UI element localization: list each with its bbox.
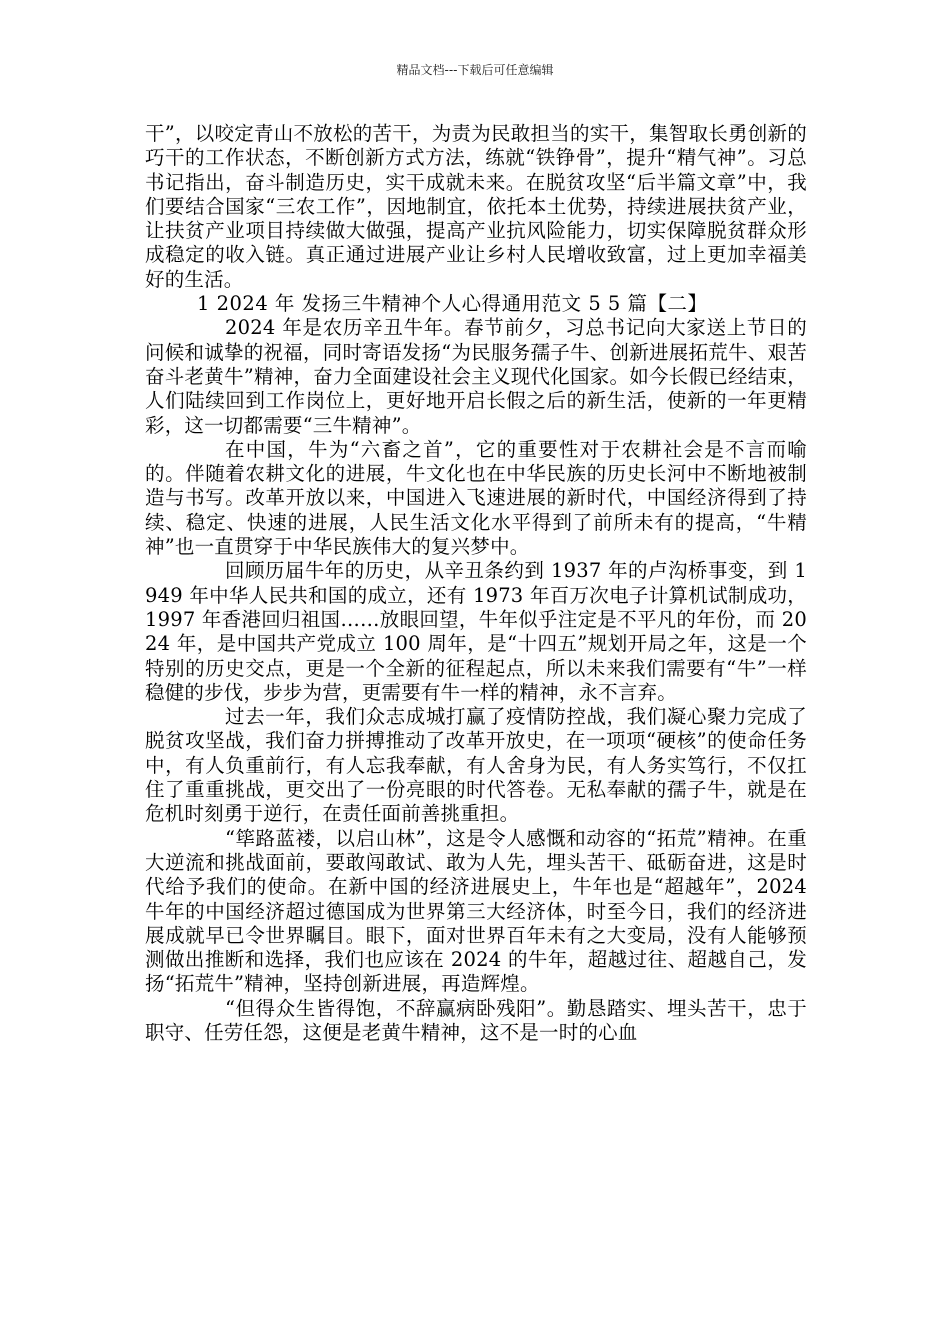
paragraph-3: 回顾历届牛年的历史，从辛丑条约到 1937 年的卢沟桥事变，到 1949 年中华人民共和国的成立，还有 1973 年百万次电子计算机试制成功，1997 年香港回归祖国……放眼回望，牛年似乎注定是不平凡的年份，而 2024 年，是中国共产党成立 100 周年，是“十四五”规划开局之年，这是一个特别的历史交点，更是一个全新的征程起点，所以未来我们需要有“牛”一样稳健的步伐，步步为营，更需要有牛一样的精神，永不言弃。 — [145, 559, 807, 704]
paragraph-5: “筚路蓝褛，以启山林”，这是令人感慨和动容的“拓荒”精神。在重大逆流和挑战面前，要敢闯敢试、敢为人先，埋头苦干、砥砺奋进，这是时代给予我们的使命。在新中国的经济进展史上，牛年也是“超越年”，2024 牛年的中国经济超过德国成为世界第三大经济体，时至今日，我们的经济进展成就早已令世界瞩目。眼下，面对世界百年未有之大变局，没有人能够预测做出推断和选择，我们也应该在 2024 的牛年，超越过往、超越自己，发扬“拓荒牛”精神，坚持创新进展，再造辉煌。 — [145, 826, 807, 996]
paragraph-1: 2024 年是农历辛丑牛年。春节前夕，习总书记向大家送上节日的问候和诚挚的祝福，同时寄语发扬“为民服务孺子牛、创新进展拓荒牛、艰苦奋斗老黄牛”精神，奋力全面建设社会主义现代化国家。如今长假已经结束，人们陆续回到工作岗位上，更好地开启长假之后的新生活，使新的一年更精彩，这一切都需要“三牛精神”。 — [145, 316, 807, 437]
paragraph-4: 过去一年，我们众志成城打赢了疫情防控战，我们凝心聚力完成了脱贫攻坚战，我们奋力拼搏推动了改革开放史，在一项项“硬核”的使命任务中，有人负重前行，有人忘我奉献，有人舍身为民，有人务实笃行，不仅扛住了重重挑战，更交出了一份亮眼的时代答卷。无私奉献的孺子牛，就是在危机时刻勇于逆行，在责任面前善挑重担。 — [145, 705, 807, 826]
paragraph-2: 在中国，牛为“六畜之首”，它的重要性对于农耕社会是不言而喻的。伴随着农耕文化的进展，牛文化也在中华民族的历史长河中不断地被制造与书写。改革开放以来，中国进入飞速进展的新时代，中国经济得到了持续、稳定、快速的进展，人民生活文化水平得到了前所未有的提高，“牛精神”也一直贯穿于中华民族伟大的复兴梦中。 — [145, 437, 807, 559]
section-title: 1 2024 年 发扬三牛精神个人心得通用范文 5 5 篇【二】 — [197, 292, 708, 316]
document-body — [145, 122, 807, 1045]
paragraph-6: “但得众生皆得饱，不辞赢病卧残阳”。勤恳踏实、埋头苦干，忠于职守、任劳任怨，这便是老黄牛精神，这不是一时的心血 — [145, 996, 807, 1044]
paragraph-continuation: 干”，以咬定青山不放松的苦干，为责为民敢担当的实干，集智取长勇创新的巧干的工作状态，不断创新方式方法，练就“铁铮骨”，提升“精气神”。习总书记指出，奋斗制造历史，实干成就未来。在脱贫攻坚“后半篇文章”中，我们要结合国家“三农工作”，因地制宜，依托本土优势，持续进展扶贫产业，让扶贫产业项目持续做大做强，提高产业抗风险能力，切实保障脱贫群众形成稳定的收入链。真正通过进展产业让乡村人民增收致富，过上更加幸福美好的生活。 — [145, 122, 807, 291]
page-header: 精品文档---下载后可任意编辑 — [396, 63, 554, 77]
